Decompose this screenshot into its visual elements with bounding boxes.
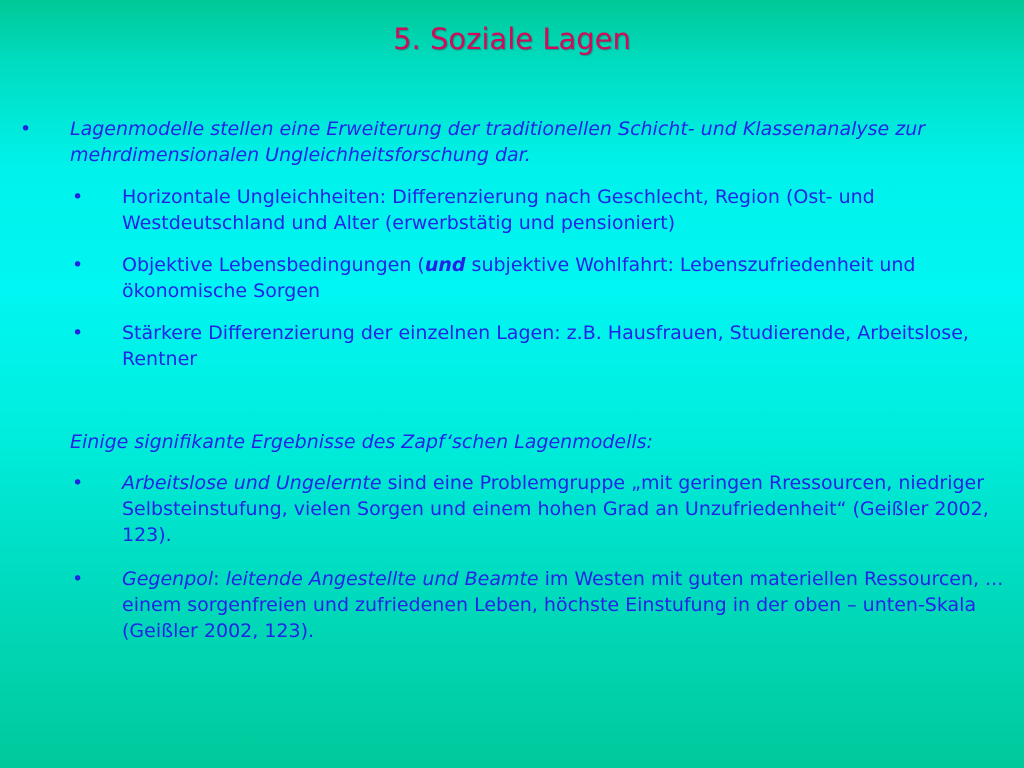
sub-point-objective: Objektive Lebensbedingungen (und subjektive Wohlfahrt: Lebenszufriedenheit und ökonomische Sorgen: [122, 254, 916, 302]
results-heading: Einige signifikante Ergebnisse des Zapf‘schen Lagenmodells:: [70, 431, 653, 453]
intro-paragraph: Lagenmodelle stellen eine Erweiterung der traditionellen Schicht- und Klassenanalyse zur mehrdimensionalen Ungleichheitsforschung dar.: [70, 118, 926, 166]
result-problem-group: Arbeitslose und Ungelernte sind eine Problemgruppe „mit geringen Rressourcen, niedriger Selbsteinstufung, vielen Sorgen und einem hohen Grad an Unzufriedenheit“ (Geißler 2002, 123).: [122, 472, 989, 546]
bullet-marker: •: [72, 472, 84, 494]
bullet-marker: •: [72, 254, 84, 276]
slide-title: 5. Soziale Lagen: [393, 22, 631, 56]
bullet-marker: •: [72, 322, 84, 344]
bullet-marker: •: [72, 568, 84, 590]
result-counterpart: Gegenpol: leitende Angestellte und Beamte im Westen mit guten materiellen Ressourcen, ... einem sorgenfreien und zufriedenen Leben, höchste Einstufung in der oben – unten-Skala (Geißler 2002, 123).: [122, 568, 1004, 642]
sub-point-horizontal: Horizontale Ungleichheiten: Differenzierung nach Geschlecht, Region (Ost- und Westdeutschland und Alter (erwerbstätig und pensioniert): [122, 186, 875, 234]
emphasis-und: und: [424, 254, 466, 276]
bullet-marker: •: [20, 118, 32, 140]
bullet-marker: •: [72, 186, 84, 208]
sub-point-differentiation: Stärkere Differenzierung der einzelnen Lagen: z.B. Hausfrauen, Studierende, Arbeitslose, Rentner: [122, 322, 969, 370]
